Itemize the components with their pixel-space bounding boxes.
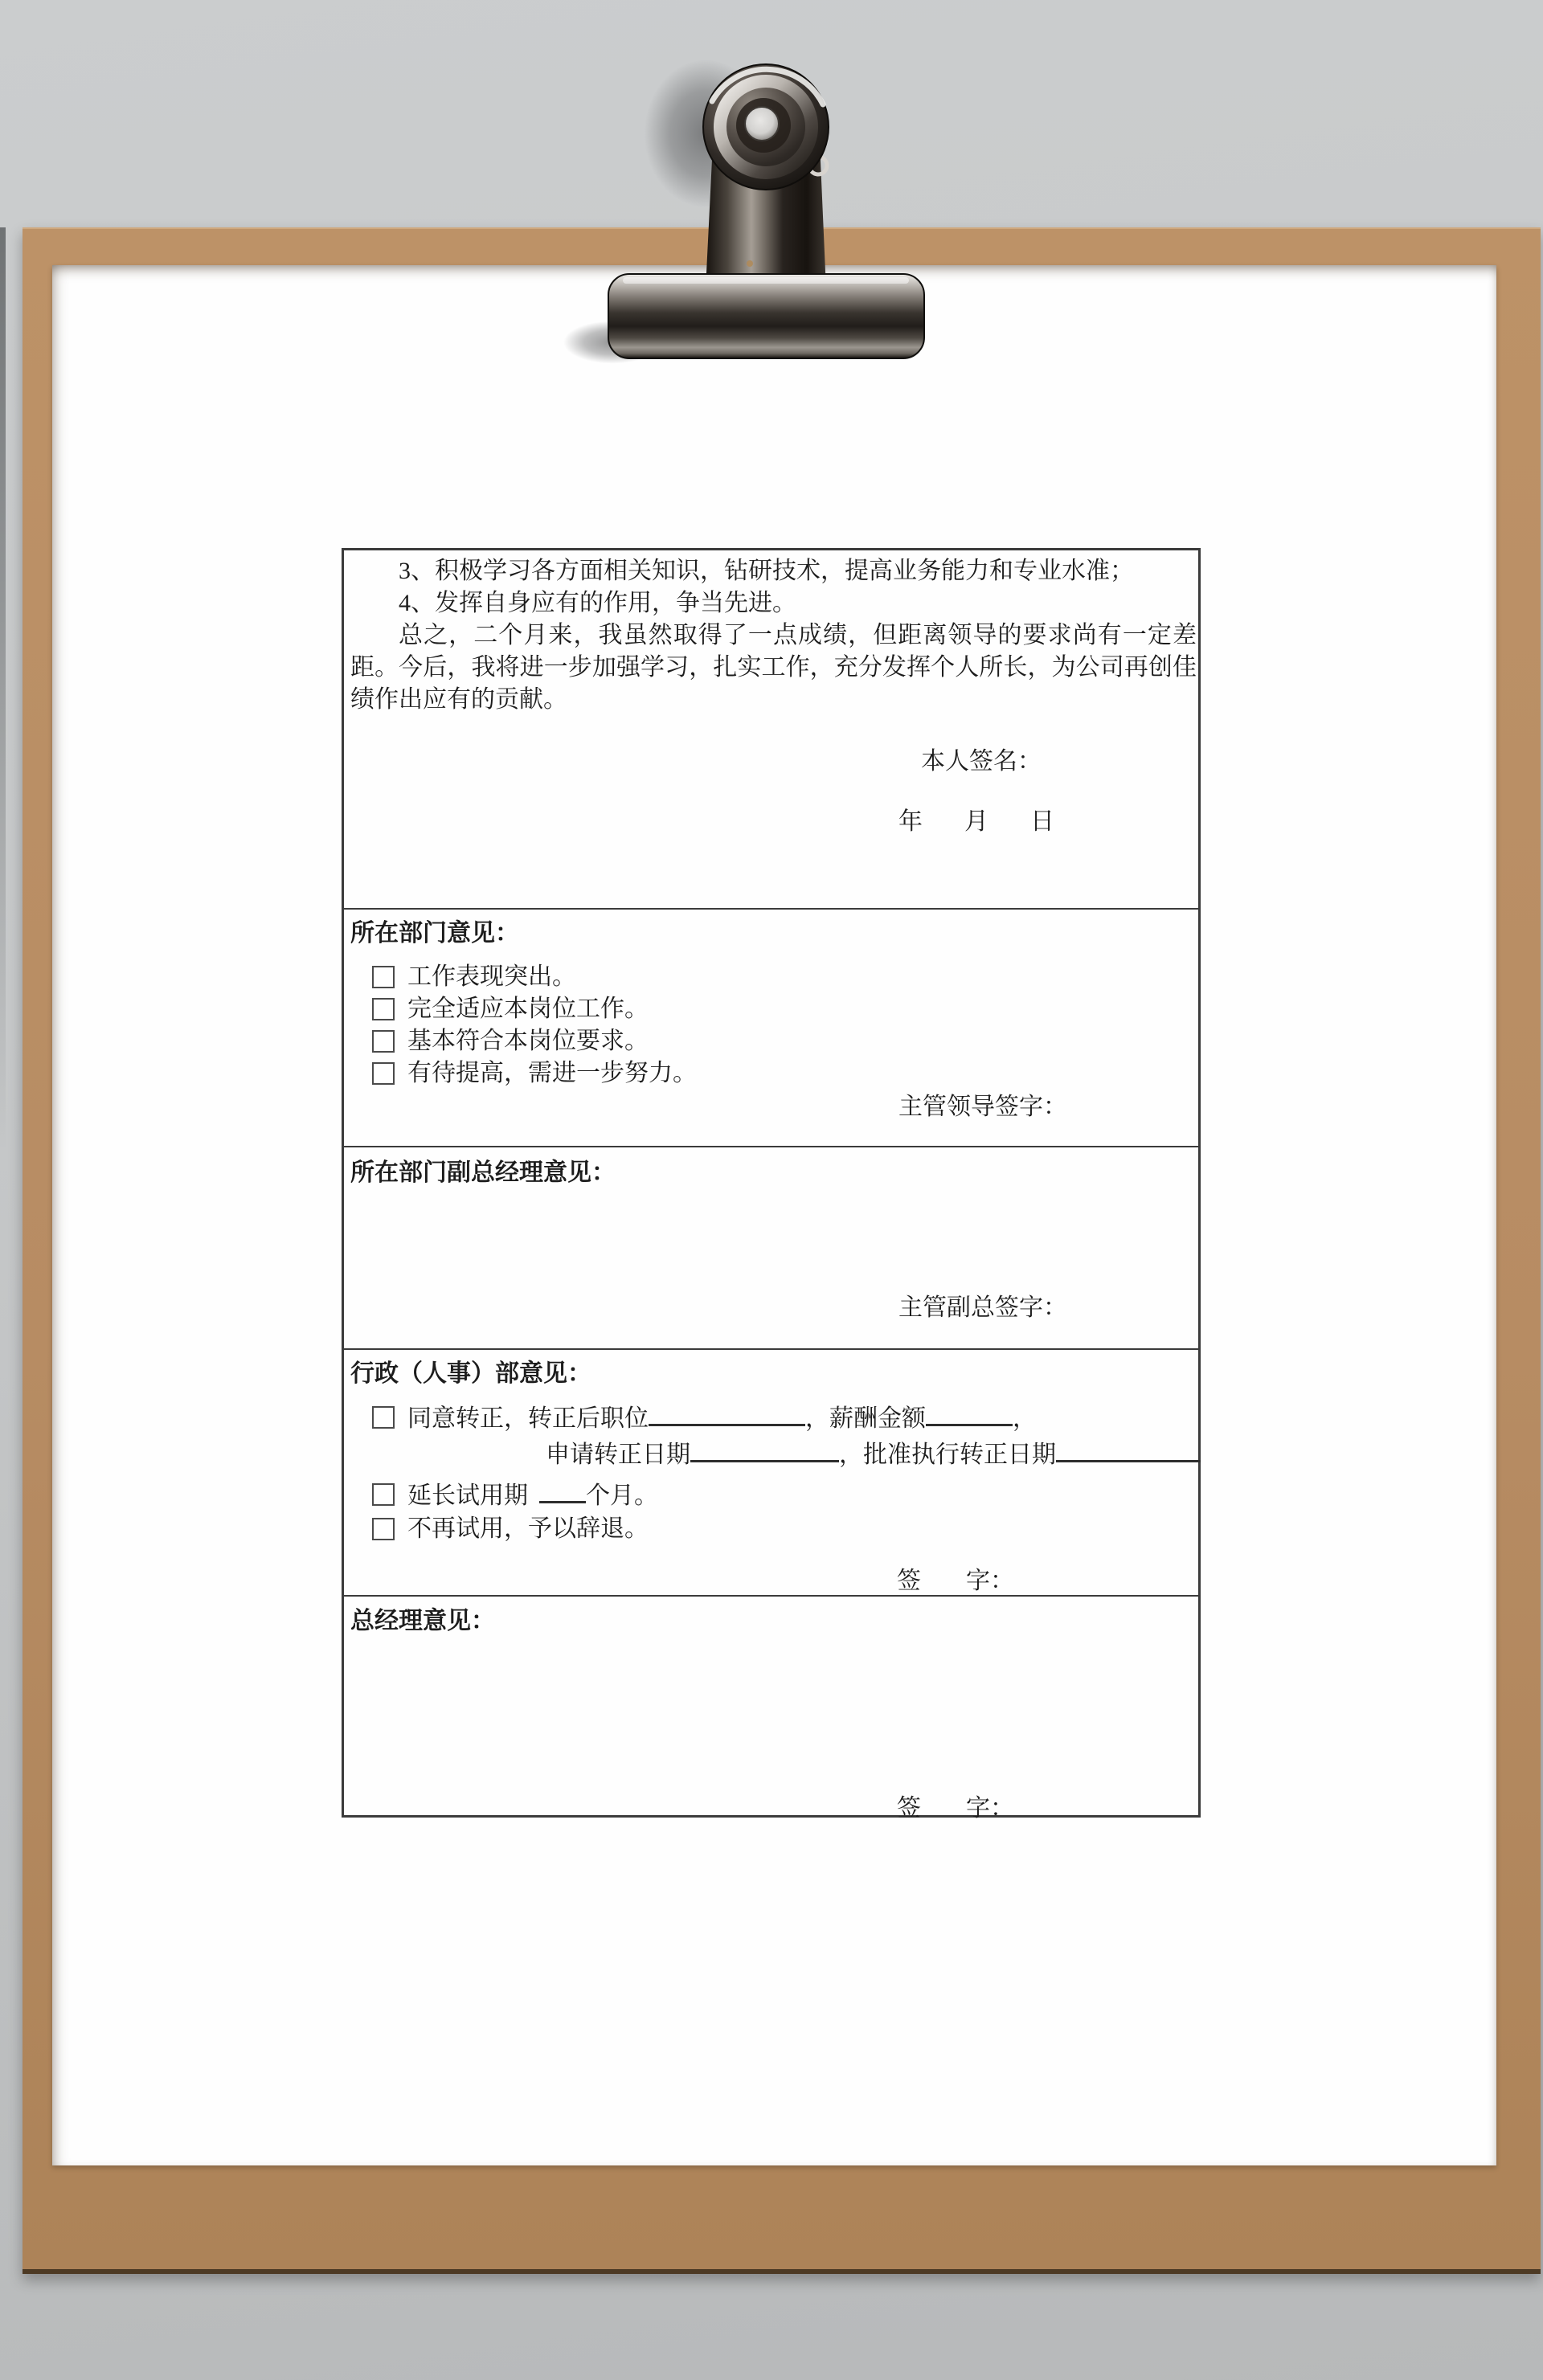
salary-label: ，薪酬金额 [805,1405,926,1432]
gm-opinion-title: 总经理意见： [350,1608,495,1634]
apply-date-label: 申请转正日期 [546,1441,690,1468]
binder-clip-icon [546,22,948,376]
extend-months-label: 个月。 [586,1482,658,1509]
section-self-review [344,550,1198,908]
clip-coil-hole [745,107,779,141]
approve-line1-comma: ， [1013,1405,1037,1432]
hr-opinion-title: 行政（人事）部意见： [350,1360,591,1387]
self-signature-label: 本人签名： [921,748,1042,775]
option-basically-meets [372,1025,697,1057]
extend-probation-label: 延长试用期 [407,1482,528,1509]
option-outstanding-label: 工作表现突出。 [407,963,576,990]
hr-signature-label [897,1565,1014,1597]
supervisor-signature-label: 主管领导签字： [898,1094,1067,1120]
date-year-label: 年 [898,808,923,835]
self-review-paragraphs [350,555,1197,716]
section-department-opinion [344,908,1198,1146]
option-fully-fit-label: 完全适应本岗位工作。 [407,996,649,1022]
gm-signature-label [897,1793,1014,1825]
extend-months-blank-field [539,1477,586,1503]
hr-option-approve-dates [546,1436,1201,1471]
clip-bar-highlight [623,277,909,284]
deputy-gm-signature-label: 主管副总签字： [898,1294,1067,1321]
section-deputy-gm-opinion [344,1146,1198,1348]
position-blank-field [649,1400,805,1426]
gm-sign-colon: 字： [966,1795,1014,1822]
checkbox-needs-improvement [372,1062,395,1085]
checkbox-approve [372,1406,395,1429]
hr-option-extend [372,1477,658,1512]
checkbox-dismiss [372,1518,395,1540]
date-month-label: 月 [964,808,988,835]
date-line [898,806,1054,838]
effective-date-label: ，批准执行转正日期 [839,1441,1056,1468]
section-gm-opinion [344,1595,1198,1820]
clip-reflection-dot [747,260,753,267]
checkbox-fully-fit [372,998,395,1020]
hr-option-dismiss [372,1513,649,1545]
checkbox-extend [372,1483,395,1506]
self-review-point-4: 4、发挥自身应有的作用，争当先进。 [399,590,796,616]
hr-option-approve [372,1400,1037,1435]
hr-sign-colon: 字： [966,1568,1014,1594]
self-review-point-3: 3、积极学习各方面相关知识，钻研技术，提高业务能力和专业水准； [399,558,1134,584]
checkbox-outstanding [372,966,395,988]
option-outstanding [372,961,697,993]
apply-date-blank-field [690,1436,839,1462]
approve-position-label: 同意转正，转正后职位 [407,1405,649,1432]
clip-bar [608,274,924,358]
dismiss-label: 不再试用，予以辞退。 [407,1515,649,1542]
hr-sign-char: 签 [897,1568,921,1594]
wall-shadow-edge [0,227,6,1151]
date-day-label: 日 [1030,808,1054,835]
salary-blank-field [926,1400,1013,1426]
effective-date-blank-field [1056,1436,1201,1462]
option-fully-fit [372,993,697,1025]
department-opinion-options [372,961,697,1090]
option-basically-meets-label: 基本符合本岗位要求。 [407,1028,649,1054]
section-hr-opinion [344,1348,1198,1595]
deputy-gm-opinion-title: 所在部门副总经理意见： [350,1159,616,1186]
department-opinion-title: 所在部门意见： [350,920,519,947]
gm-sign-char: 签 [897,1795,921,1822]
option-needs-improvement [372,1057,697,1090]
checkbox-basically-meets [372,1030,395,1053]
probation-form-table [342,548,1201,1822]
self-review-summary: 总之，二个月来，我虽然取得了一点成绩，但距离领导的要求尚有一定差距。今后，我将进一步加强学习，扎实工作，充分发挥个人所长，为公司再创佳绩作出应有的贡献。 [350,622,1197,713]
option-needs-improvement-label: 有待提高，需进一步努力。 [407,1060,697,1086]
